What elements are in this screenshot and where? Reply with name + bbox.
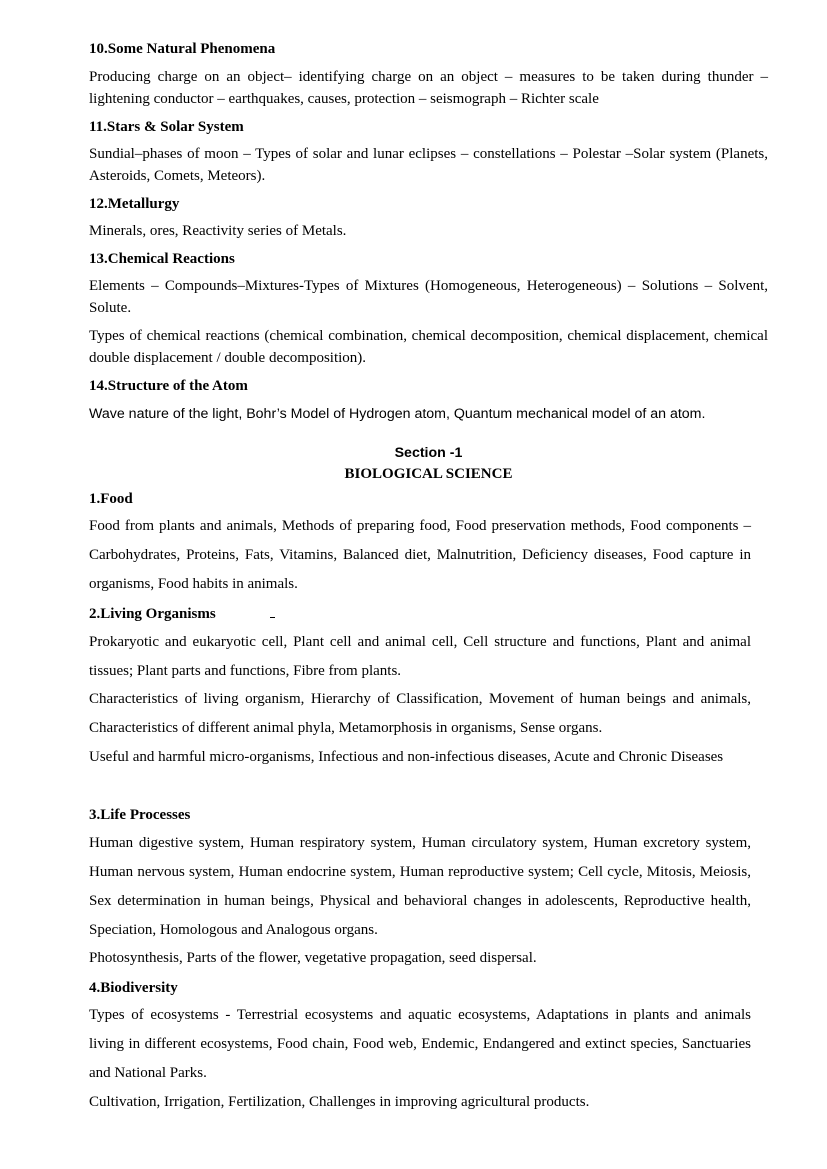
bio-text-biodiversity-2: Cultivation, Irrigation, Fertilization, Challenges in improving agricultural products.: [89, 1094, 590, 1110]
bio-text-biodiversity-1: Types of ecosystems - Terrestrial ecosystems and aquatic ecosystems, Adaptations in plants and animals living in different ecosystems, Food chain, Food web, Endemic, Endangered and extinct species, Sanctuaries and National Parks.: [89, 1007, 751, 1081]
bio-text-living-organisms-2: Characteristics of living organism, Hierarchy of Classification, Movement of human beings and animals, Characteristics of different animal phyla, Metamorphosis in organisms, Sense organs.: [89, 691, 751, 736]
topic-heading-chemical-reactions: 13.Chemical Reactions: [89, 251, 235, 267]
topic-text-metallurgy: Minerals, ores, Reactivity series of Metals.: [89, 223, 347, 239]
bio-text-life-processes-1: Human digestive system, Human respiratory system, Human circulatory system, Human excretory system, Human nervous system, Human endocrine system, Human reproductive system; Cell cycle, Mitosis, Meiosis, Sex determination in human beings, Physical and behavioral changes in adolescents, Reproductive health, Speciation, Homologous and Analogous organs.: [89, 835, 751, 938]
bio-text-living-organisms-1: Prokaryotic and eukaryotic cell, Plant cell and animal cell, Cell structure and functions, Plant and animal tissues; Plant parts and functions, Fibre from plants.: [89, 634, 751, 679]
topic-text-chemical-reactions-2: Types of chemical reactions (chemical combination, chemical decomposition, chemical displacement, chemical double displacement / double decomposition).: [89, 328, 768, 366]
stray-dash-mark: [270, 617, 275, 618]
topic-text-natural-phenomena: Producing charge on an object– identifying charge on an object – measures to be taken during thunder – lightening conductor – earthquakes, causes, protection – seismograph – Richter scale: [89, 69, 768, 107]
topic-text-structure-of-atom: Wave nature of the light, Bohr’s Model of Hydrogen atom, Quantum mechanical model of an atom.: [89, 406, 706, 422]
bio-text-food: Food from plants and animals, Methods of preparing food, Food preservation methods, Food components – Carbohydrates, Proteins, Fats, Vitamins, Balanced diet, Malnutrition, Deficiency diseases, Food capture in organisms, Food habits in animals.: [89, 518, 751, 592]
topic-text-chemical-reactions-1: Elements – Compounds–Mixtures-Types of Mixtures (Homogeneous, Heterogeneous) – Solutions – Solvent, Solute.: [89, 278, 768, 316]
topic-text-stars-solar-system: Sundial–phases of moon – Types of solar and lunar eclipses – constellations – Polestar –Solar system (Planets, Asteroids, Comets, Meteors).: [89, 146, 768, 184]
bio-text-living-organisms-3: Useful and harmful micro-organisms, Infectious and non-infectious diseases, Acute and Chronic Diseases: [89, 749, 724, 765]
bio-heading-biodiversity: 4.Biodiversity: [89, 980, 178, 996]
section-subtitle: BIOLOGICAL SCIENCE: [344, 466, 513, 482]
topic-heading-stars-solar-system: 11.Stars & Solar System: [89, 119, 244, 135]
section-title: Section -1: [394, 445, 463, 461]
bio-heading-living-organisms: 2.Living Organisms: [89, 606, 216, 622]
topic-heading-natural-phenomena: 10.Some Natural Phenomena: [89, 41, 276, 57]
topic-heading-structure-of-atom: 14.Structure of the Atom: [89, 378, 248, 394]
bio-heading-food: 1.Food: [89, 491, 133, 507]
bio-heading-life-processes: 3.Life Processes: [89, 807, 191, 823]
bio-text-life-processes-2: Photosynthesis, Parts of the flower, vegetative propagation, seed dispersal.: [89, 950, 537, 966]
topic-heading-metallurgy: 12.Metallurgy: [89, 196, 180, 212]
